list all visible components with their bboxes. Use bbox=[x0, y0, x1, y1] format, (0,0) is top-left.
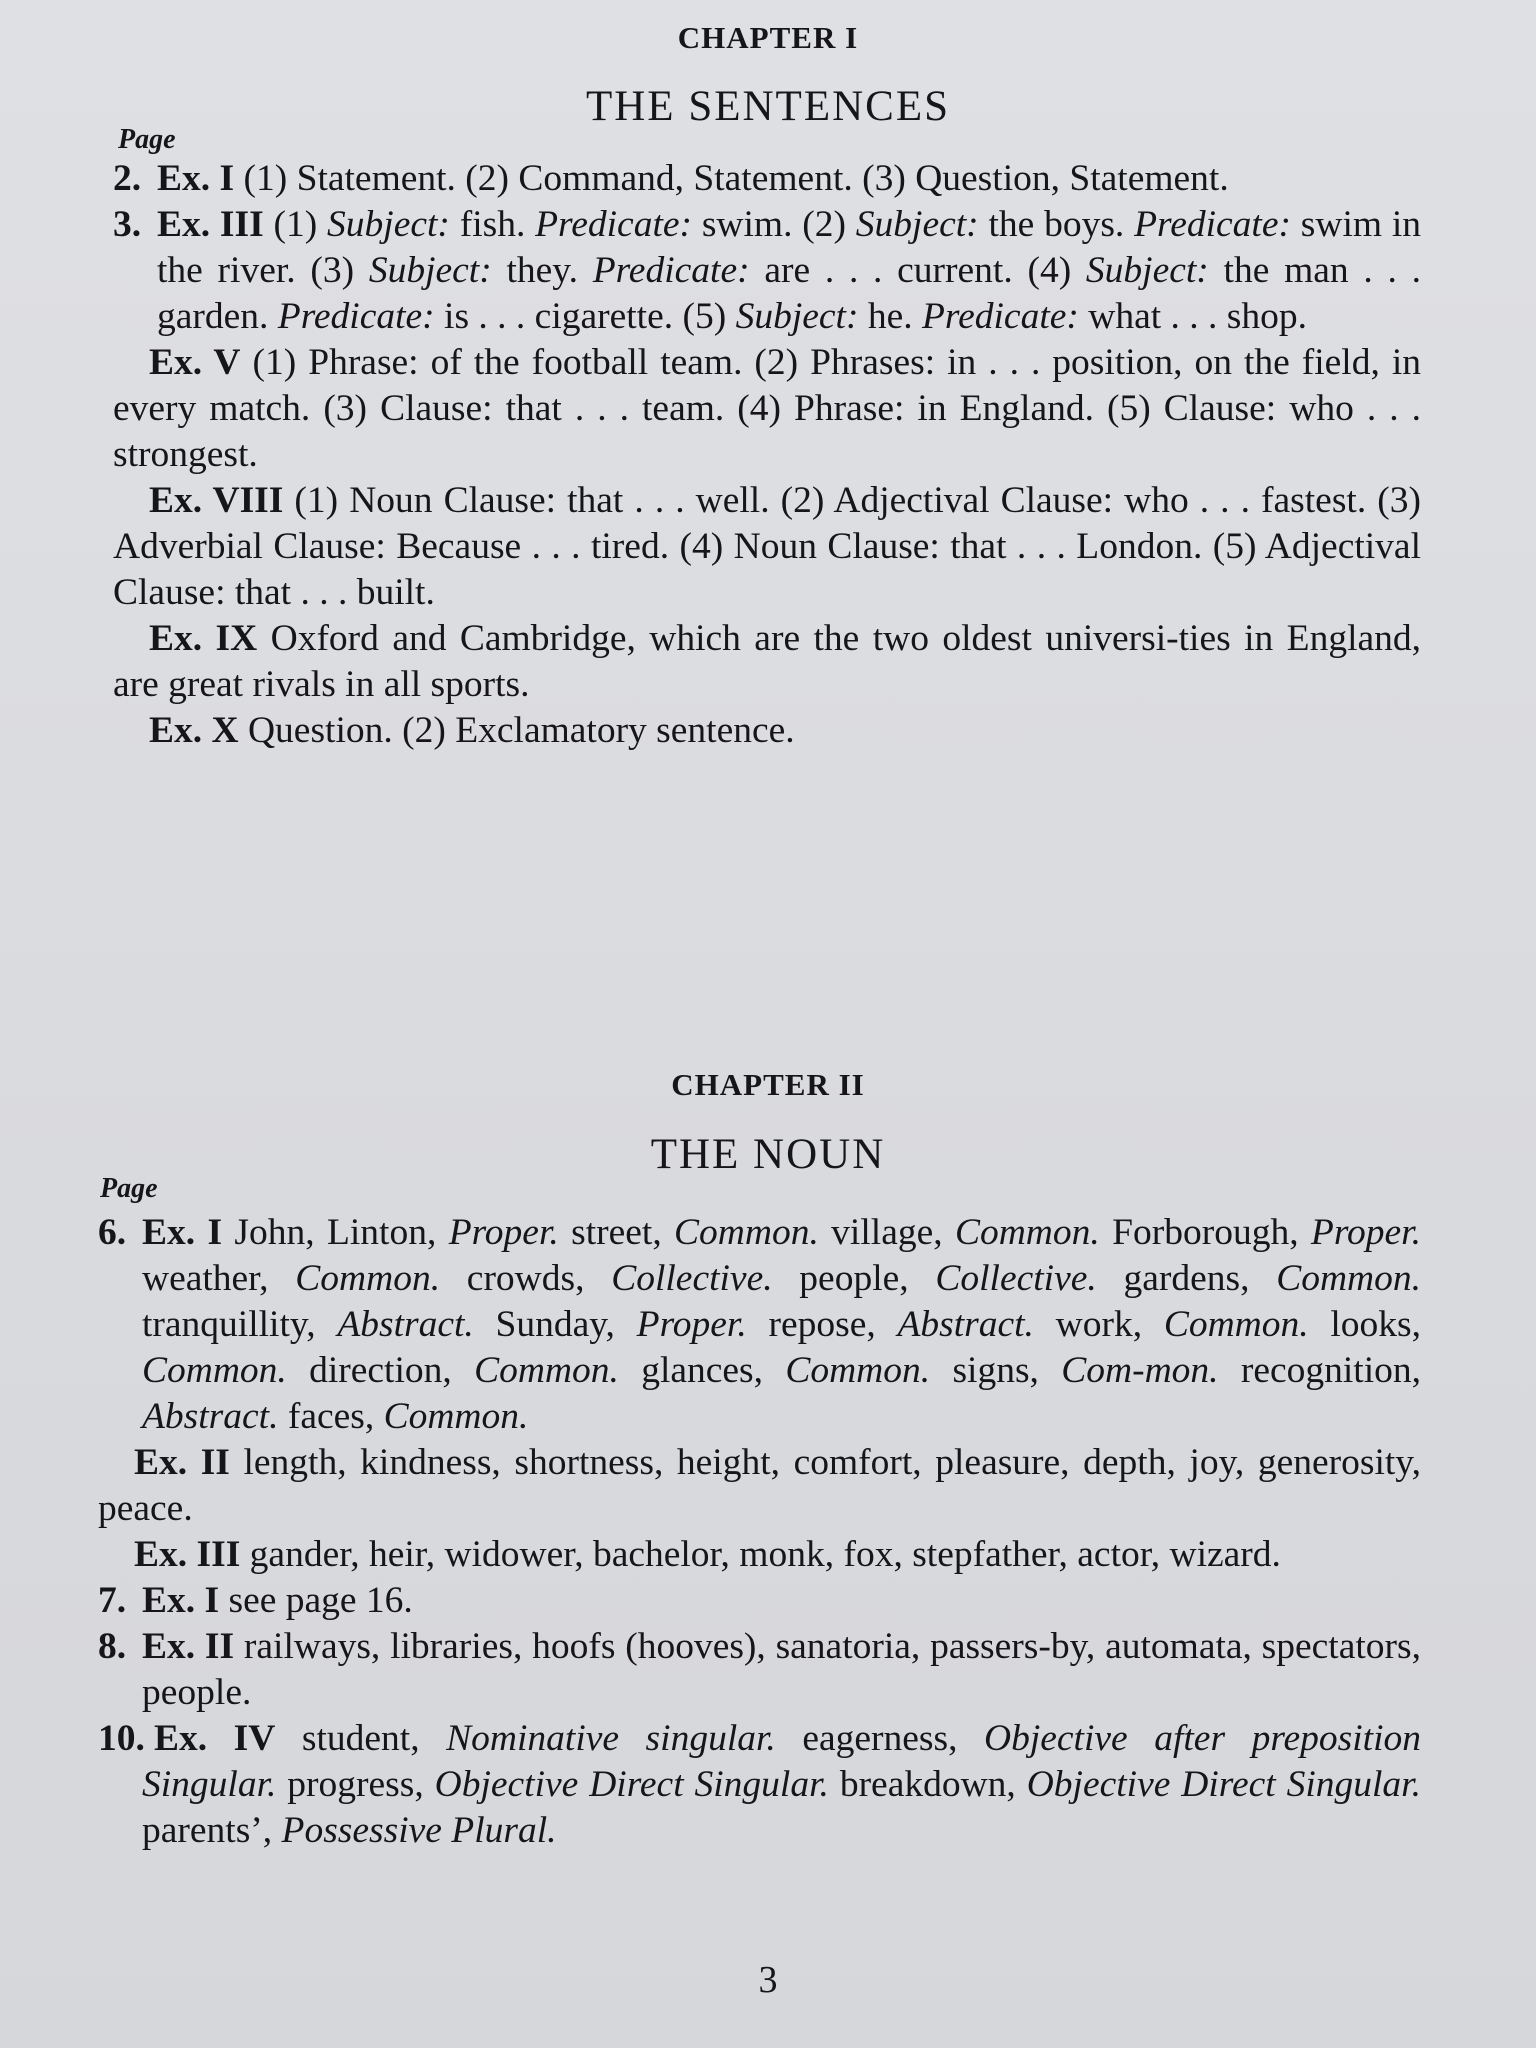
answer-text: are . . . current. (4) bbox=[749, 250, 1086, 291]
answer-text: see page 16. bbox=[219, 1580, 413, 1621]
answer-text: village, bbox=[818, 1212, 955, 1253]
chapter-2-title: THE NOUN bbox=[650, 1131, 886, 1178]
answer-text: Oxford and Cambridge, which are the two oldest universi-ties in England, are great rivals in all sports. bbox=[113, 618, 1422, 705]
italic-term: Abstract. bbox=[142, 1396, 279, 1437]
italic-term: Nominative singular. bbox=[446, 1718, 776, 1759]
answer-paragraph bbox=[113, 202, 1421, 340]
italic-term: Objective Direct Singular. bbox=[1026, 1764, 1421, 1805]
italic-term: Common. bbox=[295, 1258, 441, 1299]
page-reference-number: 8. bbox=[98, 1626, 127, 1667]
answer-text: (1) Noun Clause: that . . . well. (2) Adjectival Clause: who . . . fastest. (3) Adverbial Clause: Because . . . tired. (4) Noun Clause: that . . . London. (5) Adjectival Clause: that . . . built. bbox=[113, 480, 1421, 613]
exercise-label: Ex. X bbox=[149, 710, 239, 751]
answer-text: people, bbox=[772, 1258, 936, 1299]
answer-text: (1) Statement. (2) Command, Statement. (3) Question, Statement. bbox=[234, 158, 1229, 199]
answer-text: is . . . cigarette. (5) bbox=[434, 296, 736, 337]
italic-term: Subject: bbox=[735, 296, 859, 337]
answer-paragraph bbox=[98, 1578, 1421, 1624]
italic-term: Predicate: bbox=[592, 250, 750, 291]
answer-text: John, Linton, bbox=[222, 1212, 449, 1253]
italic-term: Common. bbox=[785, 1350, 931, 1391]
exercise-label: Ex. V bbox=[149, 342, 241, 383]
answer-text: faces, bbox=[278, 1396, 384, 1437]
exercise-label: Ex. III bbox=[157, 204, 264, 245]
italic-term: Proper. bbox=[448, 1212, 559, 1253]
italic-term: Proper. bbox=[636, 1304, 747, 1345]
answer-text: gardens, bbox=[1096, 1258, 1277, 1299]
italic-term: Objective Direct Singular. bbox=[434, 1764, 829, 1805]
answer-text: the boys. bbox=[978, 204, 1135, 245]
answer-text: parents’, bbox=[142, 1810, 282, 1851]
answer-text: what . . . shop. bbox=[1078, 296, 1307, 337]
answer-text: gander, heir, widower, bachelor, monk, fox, stepfather, actor, wizard. bbox=[240, 1534, 1281, 1575]
italic-term: Common. bbox=[1276, 1258, 1421, 1299]
answer-text: swim. (2) bbox=[692, 204, 856, 245]
italic-term: Collective. bbox=[611, 1258, 773, 1299]
page-reference-number: 6. bbox=[98, 1212, 127, 1253]
italic-term: Predicate: bbox=[277, 296, 435, 337]
exercise-label: Ex. I bbox=[157, 158, 235, 199]
page-reference-number: 2. bbox=[113, 158, 142, 199]
answer-text: glances, bbox=[618, 1350, 786, 1391]
page-number: 3 bbox=[758, 1959, 778, 2001]
chapter-1-label: CHAPTER I bbox=[677, 20, 859, 55]
page-reference-number: 10. bbox=[98, 1718, 145, 1759]
answer-text: repose, bbox=[746, 1304, 898, 1345]
answer-text: weather, bbox=[142, 1258, 296, 1299]
italic-term: Subject: bbox=[368, 250, 492, 291]
italic-term: Abstract. bbox=[897, 1304, 1034, 1345]
answer-text: swim in the river. (3) bbox=[157, 204, 1421, 291]
italic-term: Possessive Plural. bbox=[281, 1810, 557, 1851]
answer-text: looks, bbox=[1308, 1304, 1421, 1345]
italic-term: Common. bbox=[383, 1396, 529, 1437]
chapter-2-page-label: Page bbox=[100, 1173, 158, 1204]
italic-term: Proper. bbox=[1310, 1212, 1421, 1253]
answer-paragraph bbox=[113, 616, 1421, 708]
italic-term: Subject: bbox=[327, 204, 450, 245]
page-reference-number: 3. bbox=[113, 204, 142, 245]
answer-text: Sunday, bbox=[473, 1304, 637, 1345]
italic-term: Common. bbox=[674, 1212, 819, 1253]
exercise-label: Ex. II bbox=[134, 1442, 230, 1483]
exercise-label: Ex. I bbox=[142, 1580, 220, 1621]
page-reference-number: 7. bbox=[98, 1580, 127, 1621]
italic-term: Common. bbox=[954, 1212, 1100, 1253]
italic-term: Objective after preposition Singular. bbox=[142, 1718, 1422, 1805]
italic-term: Com-mon. bbox=[1061, 1350, 1219, 1391]
answer-paragraph bbox=[98, 1210, 1421, 1440]
exercise-label: Ex. II bbox=[142, 1626, 235, 1667]
answer-text: student, bbox=[275, 1718, 447, 1759]
answer-paragraph bbox=[98, 1624, 1421, 1716]
italic-term: Collective. bbox=[935, 1258, 1097, 1299]
answer-text: length, kindness, shortness, height, comfort, pleasure, depth, joy, generosity, peace. bbox=[98, 1442, 1421, 1529]
answer-text: eagerness, bbox=[775, 1718, 985, 1759]
answer-text: recognition, bbox=[1218, 1350, 1421, 1391]
answer-text: Forborough, bbox=[1099, 1212, 1311, 1253]
answer-text: direction, bbox=[286, 1350, 475, 1391]
exercise-label: Ex. IX bbox=[149, 618, 258, 659]
answer-text: work, bbox=[1033, 1304, 1164, 1345]
italic-term: Predicate: bbox=[1134, 204, 1291, 245]
italic-term: Common. bbox=[142, 1350, 287, 1391]
answer-text: Question. (2) Exclamatory sentence. bbox=[238, 710, 795, 751]
answer-paragraph bbox=[113, 156, 1421, 202]
answer-paragraph bbox=[98, 1532, 1421, 1578]
chapter-2-label: CHAPTER II bbox=[671, 1067, 865, 1102]
answer-text: progress, bbox=[276, 1764, 435, 1805]
chapter-1-page-label: Page bbox=[118, 124, 176, 155]
chapter-2-answers bbox=[98, 1210, 1421, 1854]
exercise-label: Ex. IV bbox=[154, 1718, 276, 1759]
answer-text: railways, libraries, hoofs (hooves), sanatoria, passers-by, automata, spectators, people. bbox=[142, 1626, 1421, 1713]
answer-text: fish. bbox=[449, 204, 536, 245]
italic-term: Abstract. bbox=[337, 1304, 474, 1345]
chapter-1-title: THE SENTENCES bbox=[585, 83, 951, 130]
answer-text: signs, bbox=[930, 1350, 1062, 1391]
exercise-label: Ex. VIII bbox=[149, 480, 284, 521]
exercise-label: Ex. III bbox=[134, 1534, 241, 1575]
answer-text: (1) Phrase: of the football team. (2) Phrases: in . . . position, on the field, in every match. (3) Clause: that . . . team. (4) Phrase: in England. (5) Clause: who . . . strongest. bbox=[113, 342, 1422, 475]
answer-text: breakdown, bbox=[828, 1764, 1027, 1805]
answer-text: (1) bbox=[263, 204, 328, 245]
italic-term: Common. bbox=[1163, 1304, 1309, 1345]
answer-text: they. bbox=[491, 250, 593, 291]
chapter-1-answers bbox=[113, 156, 1421, 754]
answer-paragraph bbox=[113, 478, 1421, 616]
italic-term: Common. bbox=[474, 1350, 619, 1391]
italic-term: Subject: bbox=[855, 204, 979, 245]
italic-term: Subject: bbox=[1085, 250, 1209, 291]
answer-paragraph bbox=[98, 1716, 1421, 1854]
answer-text: the man . . . garden. bbox=[157, 250, 1421, 337]
answer-text: tranquillity, bbox=[142, 1304, 338, 1345]
answer-text: he. bbox=[858, 296, 922, 337]
italic-term: Predicate: bbox=[922, 296, 1079, 337]
answer-paragraph bbox=[113, 708, 1421, 754]
italic-term: Predicate: bbox=[535, 204, 693, 245]
answer-paragraph bbox=[113, 340, 1421, 478]
answer-text: crowds, bbox=[440, 1258, 612, 1299]
answer-paragraph bbox=[98, 1440, 1421, 1532]
exercise-label: Ex. I bbox=[142, 1212, 223, 1253]
answer-text: street, bbox=[558, 1212, 675, 1253]
